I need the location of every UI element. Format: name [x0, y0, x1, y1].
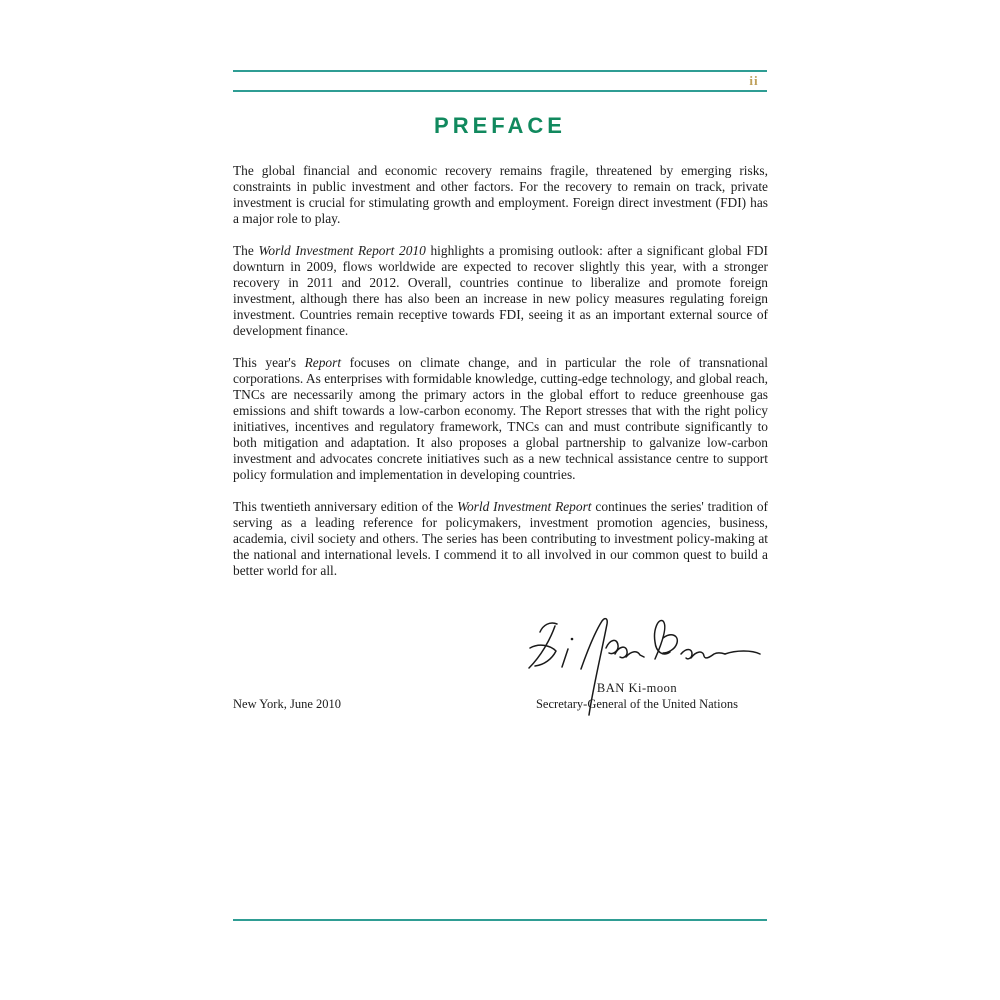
page-title: PREFACE [434, 113, 566, 138]
paragraph: This year's Report focuses on climate change, and in particular the role of transnational corporations. As enterprises with formidable knowledge, cutting-edge technology, and global reach, TNCs are necessarily among the primary actors in the global effort to reduce greenhouse gas emissions and shift towards a low-carbon economy. The Report stresses that with the right policy initiatives, incentives and regulatory framework, TNCs can and must contribute significantly to both mitigation and adaptation. It also proposes a global partnership to galvanize low-carbon investment and advocates concrete initiatives such as a new technical assistance centre to support policy formulation and implementation in developing countries. [233, 355, 769, 482]
signatory-name: BAN Ki-moon [596, 681, 678, 695]
page-number: ii [749, 73, 759, 88]
dateline: New York, June 2010 [233, 697, 341, 711]
preface-paragraphs [233, 163, 768, 595]
footer-rule [233, 919, 767, 921]
paragraph: This twentieth anniversary edition of the World Investment Report continues the series' tradition of serving as a leading reference for policymakers, investment promotion agencies, business, academia, civil society and others. The series has been contributing to investment policy-making at the national and international levels. I commend it to all involved in our common quest to build a better world for all. [233, 499, 769, 578]
header-rule-top [233, 70, 767, 72]
header-rule-bottom [233, 90, 767, 92]
signatory-title: Secretary-General of the United Nations [535, 697, 738, 711]
paragraph: The global financial and economic recovery remains fragile, threatened by emerging risks, constraints in public investment and other factors. For the recovery to remain on track, private investment is crucial for stimulating growth and employment. Foreign direct investment (FDI) has a major role to play. [233, 163, 768, 226]
paragraph: The World Investment Report 2010 highlights a promising outlook: after a significant global FDI downturn in 2009, flows worldwide are expected to recover slightly this year, with a stronger recovery in 2011 and 2012. Overall, countries continue to liberalize and promote foreign investment, although there has also been an increase in new policy measures regulating foreign investment. Countries remain receptive towards FDI, seeing it as an important external source of development finance. [233, 243, 768, 338]
